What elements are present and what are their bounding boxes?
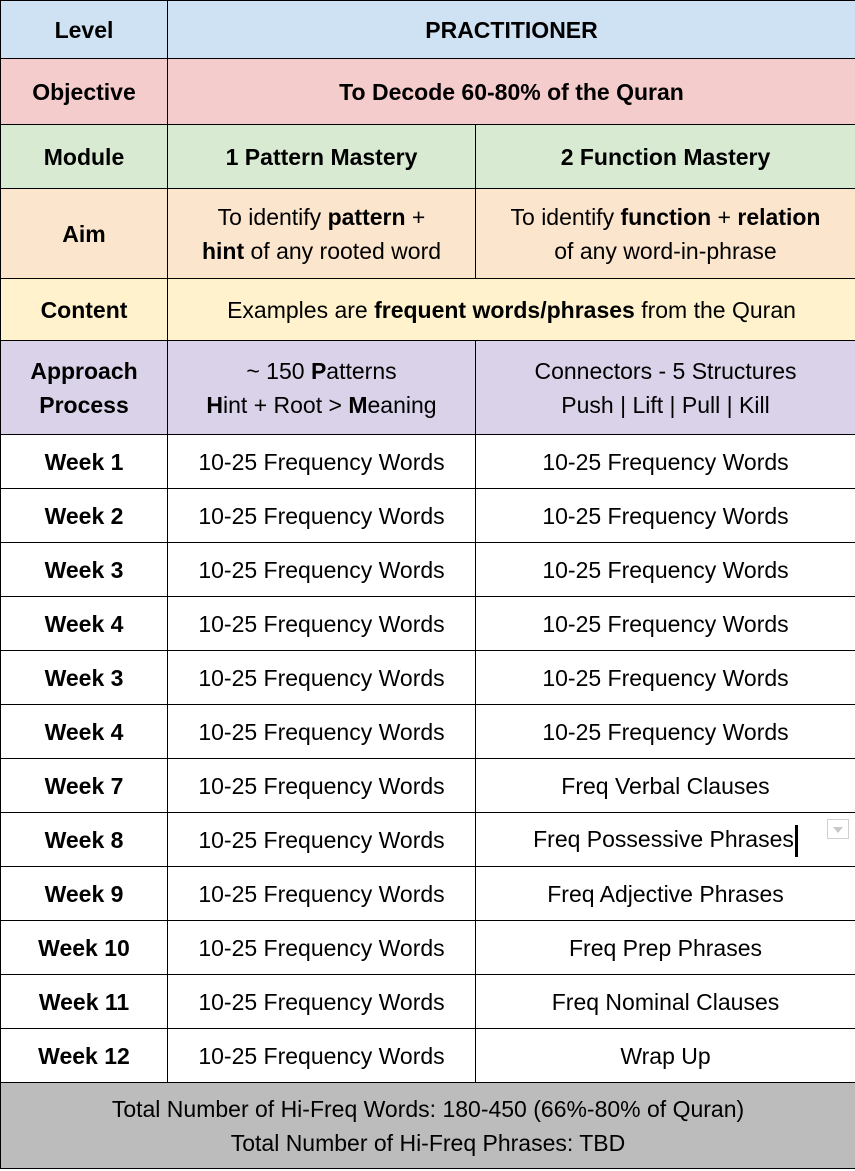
text-cursor [795,825,798,857]
approach-col2[interactable] [476,341,855,435]
module-row [1,125,855,189]
approach-col1-bold-1: P [310,357,327,384]
table-row [1,543,855,597]
week-col2[interactable]: 10-25 Frequency Words [476,651,855,705]
table-row [1,975,855,1029]
objective-row [1,59,855,125]
content-text-1: Examples are [227,296,375,323]
aim-col1-bold-1: pattern [327,203,406,230]
week-col1[interactable]: 10-25 Frequency Words [168,813,476,867]
aim-col2-text-1: To identify [510,203,621,230]
table-row [1,597,855,651]
table-row [1,705,855,759]
week-label[interactable]: Week 11 [1,975,168,1029]
approach-col1-text-2: atterns [326,357,397,384]
approach-col1[interactable] [168,341,476,435]
table-row [1,813,855,867]
approach-col2-line1: Connectors - 5 Structures [534,357,797,384]
week-col1[interactable]: 10-25 Frequency Words [168,489,476,543]
table-row [1,435,855,489]
aim-col1-text-3: of any rooted word [244,237,442,264]
aim-col1-text-1: To identify [217,203,328,230]
week-label[interactable]: Week 4 [1,705,168,759]
table-row [1,759,855,813]
week-col2[interactable]: Freq Prep Phrases [476,921,855,975]
approach-col2-line2: Push | Lift | Pull | Kill [561,391,770,418]
week-col2[interactable]: 10-25 Frequency Words [476,489,855,543]
aim-col2-text-3: of any word-in-phrase [554,237,777,264]
approach-label-line1: Approach [30,357,138,384]
totals-cell[interactable] [1,1083,855,1169]
objective-label[interactable]: Objective [1,59,168,125]
module-label[interactable]: Module [1,125,168,189]
week-col1[interactable]: 10-25 Frequency Words [168,1029,476,1083]
content-row [1,279,855,341]
approach-col1-bold-3: M [348,391,368,418]
level-label[interactable]: Level [1,1,168,59]
aim-col2[interactable] [476,189,855,279]
week-label[interactable]: Week 9 [1,867,168,921]
objective-value[interactable]: To Decode 60-80% of the Quran [168,59,855,125]
level-row [1,1,855,59]
week-col2-text: Freq Possessive Phrases [533,826,794,853]
content-value[interactable] [168,279,855,341]
week-label[interactable]: Week 3 [1,543,168,597]
week-col2[interactable]: 10-25 Frequency Words [476,543,855,597]
week-label[interactable]: Week 10 [1,921,168,975]
week-col2[interactable]: Freq Nominal Clauses [476,975,855,1029]
aim-col2-bold-1: function [620,203,712,230]
week-col2[interactable]: 10-25 Frequency Words [476,597,855,651]
week-label[interactable]: Week 2 [1,489,168,543]
approach-col1-text-4: eaning [367,391,437,418]
chevron-down-icon[interactable] [827,819,849,839]
week-col1[interactable]: 10-25 Frequency Words [168,597,476,651]
week-col2[interactable]: 10-25 Frequency Words [476,435,855,489]
table-row [1,1029,855,1083]
totals-row [1,1083,855,1169]
approach-label-line2: Process [39,391,129,418]
module-col1[interactable]: 1 Pattern Mastery [168,125,476,189]
week-label[interactable]: Week 7 [1,759,168,813]
week-col2-active-cell[interactable] [476,813,855,867]
aim-row [1,189,855,279]
week-col1[interactable]: 10-25 Frequency Words [168,867,476,921]
table-row [1,651,855,705]
table-row [1,867,855,921]
week-col1[interactable]: 10-25 Frequency Words [168,921,476,975]
week-col2[interactable]: 10-25 Frequency Words [476,705,855,759]
week-label[interactable]: Week 8 [1,813,168,867]
approach-label[interactable] [1,341,168,435]
table-row [1,489,855,543]
week-col2[interactable]: Freq Verbal Clauses [476,759,855,813]
week-label[interactable]: Week 3 [1,651,168,705]
table-row [1,921,855,975]
week-col1[interactable]: 10-25 Frequency Words [168,759,476,813]
content-bold-1: frequent words/phrases [374,296,635,323]
aim-col1-text-2: + [405,203,426,230]
level-value[interactable]: PRACTITIONER [168,1,855,59]
week-col1[interactable]: 10-25 Frequency Words [168,651,476,705]
approach-col1-bold-2: H [206,391,224,418]
week-col1[interactable]: 10-25 Frequency Words [168,975,476,1029]
aim-col2-bold-2: relation [737,203,821,230]
week-label[interactable]: Week 1 [1,435,168,489]
totals-phrases: Total Number of Hi-Freq Phrases: TBD [230,1129,626,1156]
content-text-2: from the Quran [634,296,796,323]
totals-words: Total Number of Hi-Freq Words: 180-450 (66%-80% of Quran) [111,1095,745,1122]
module-col2[interactable]: 2 Function Mastery [476,125,855,189]
aim-col1[interactable] [168,189,476,279]
week-col2[interactable]: Wrap Up [476,1029,855,1083]
approach-col1-text-3: int + Root > [223,391,349,418]
week-label[interactable]: Week 4 [1,597,168,651]
aim-label[interactable]: Aim [1,189,168,279]
week-label[interactable]: Week 12 [1,1029,168,1083]
aim-col1-bold-2: hint [201,237,245,264]
week-col1[interactable]: 10-25 Frequency Words [168,543,476,597]
approach-col1-text-1: ~ 150 [246,357,311,384]
approach-row [1,341,855,435]
content-label[interactable]: Content [1,279,168,341]
aim-col2-text-2: + [711,203,738,230]
week-col1[interactable]: 10-25 Frequency Words [168,705,476,759]
week-col1[interactable]: 10-25 Frequency Words [168,435,476,489]
week-col2[interactable]: Freq Adjective Phrases [476,867,855,921]
